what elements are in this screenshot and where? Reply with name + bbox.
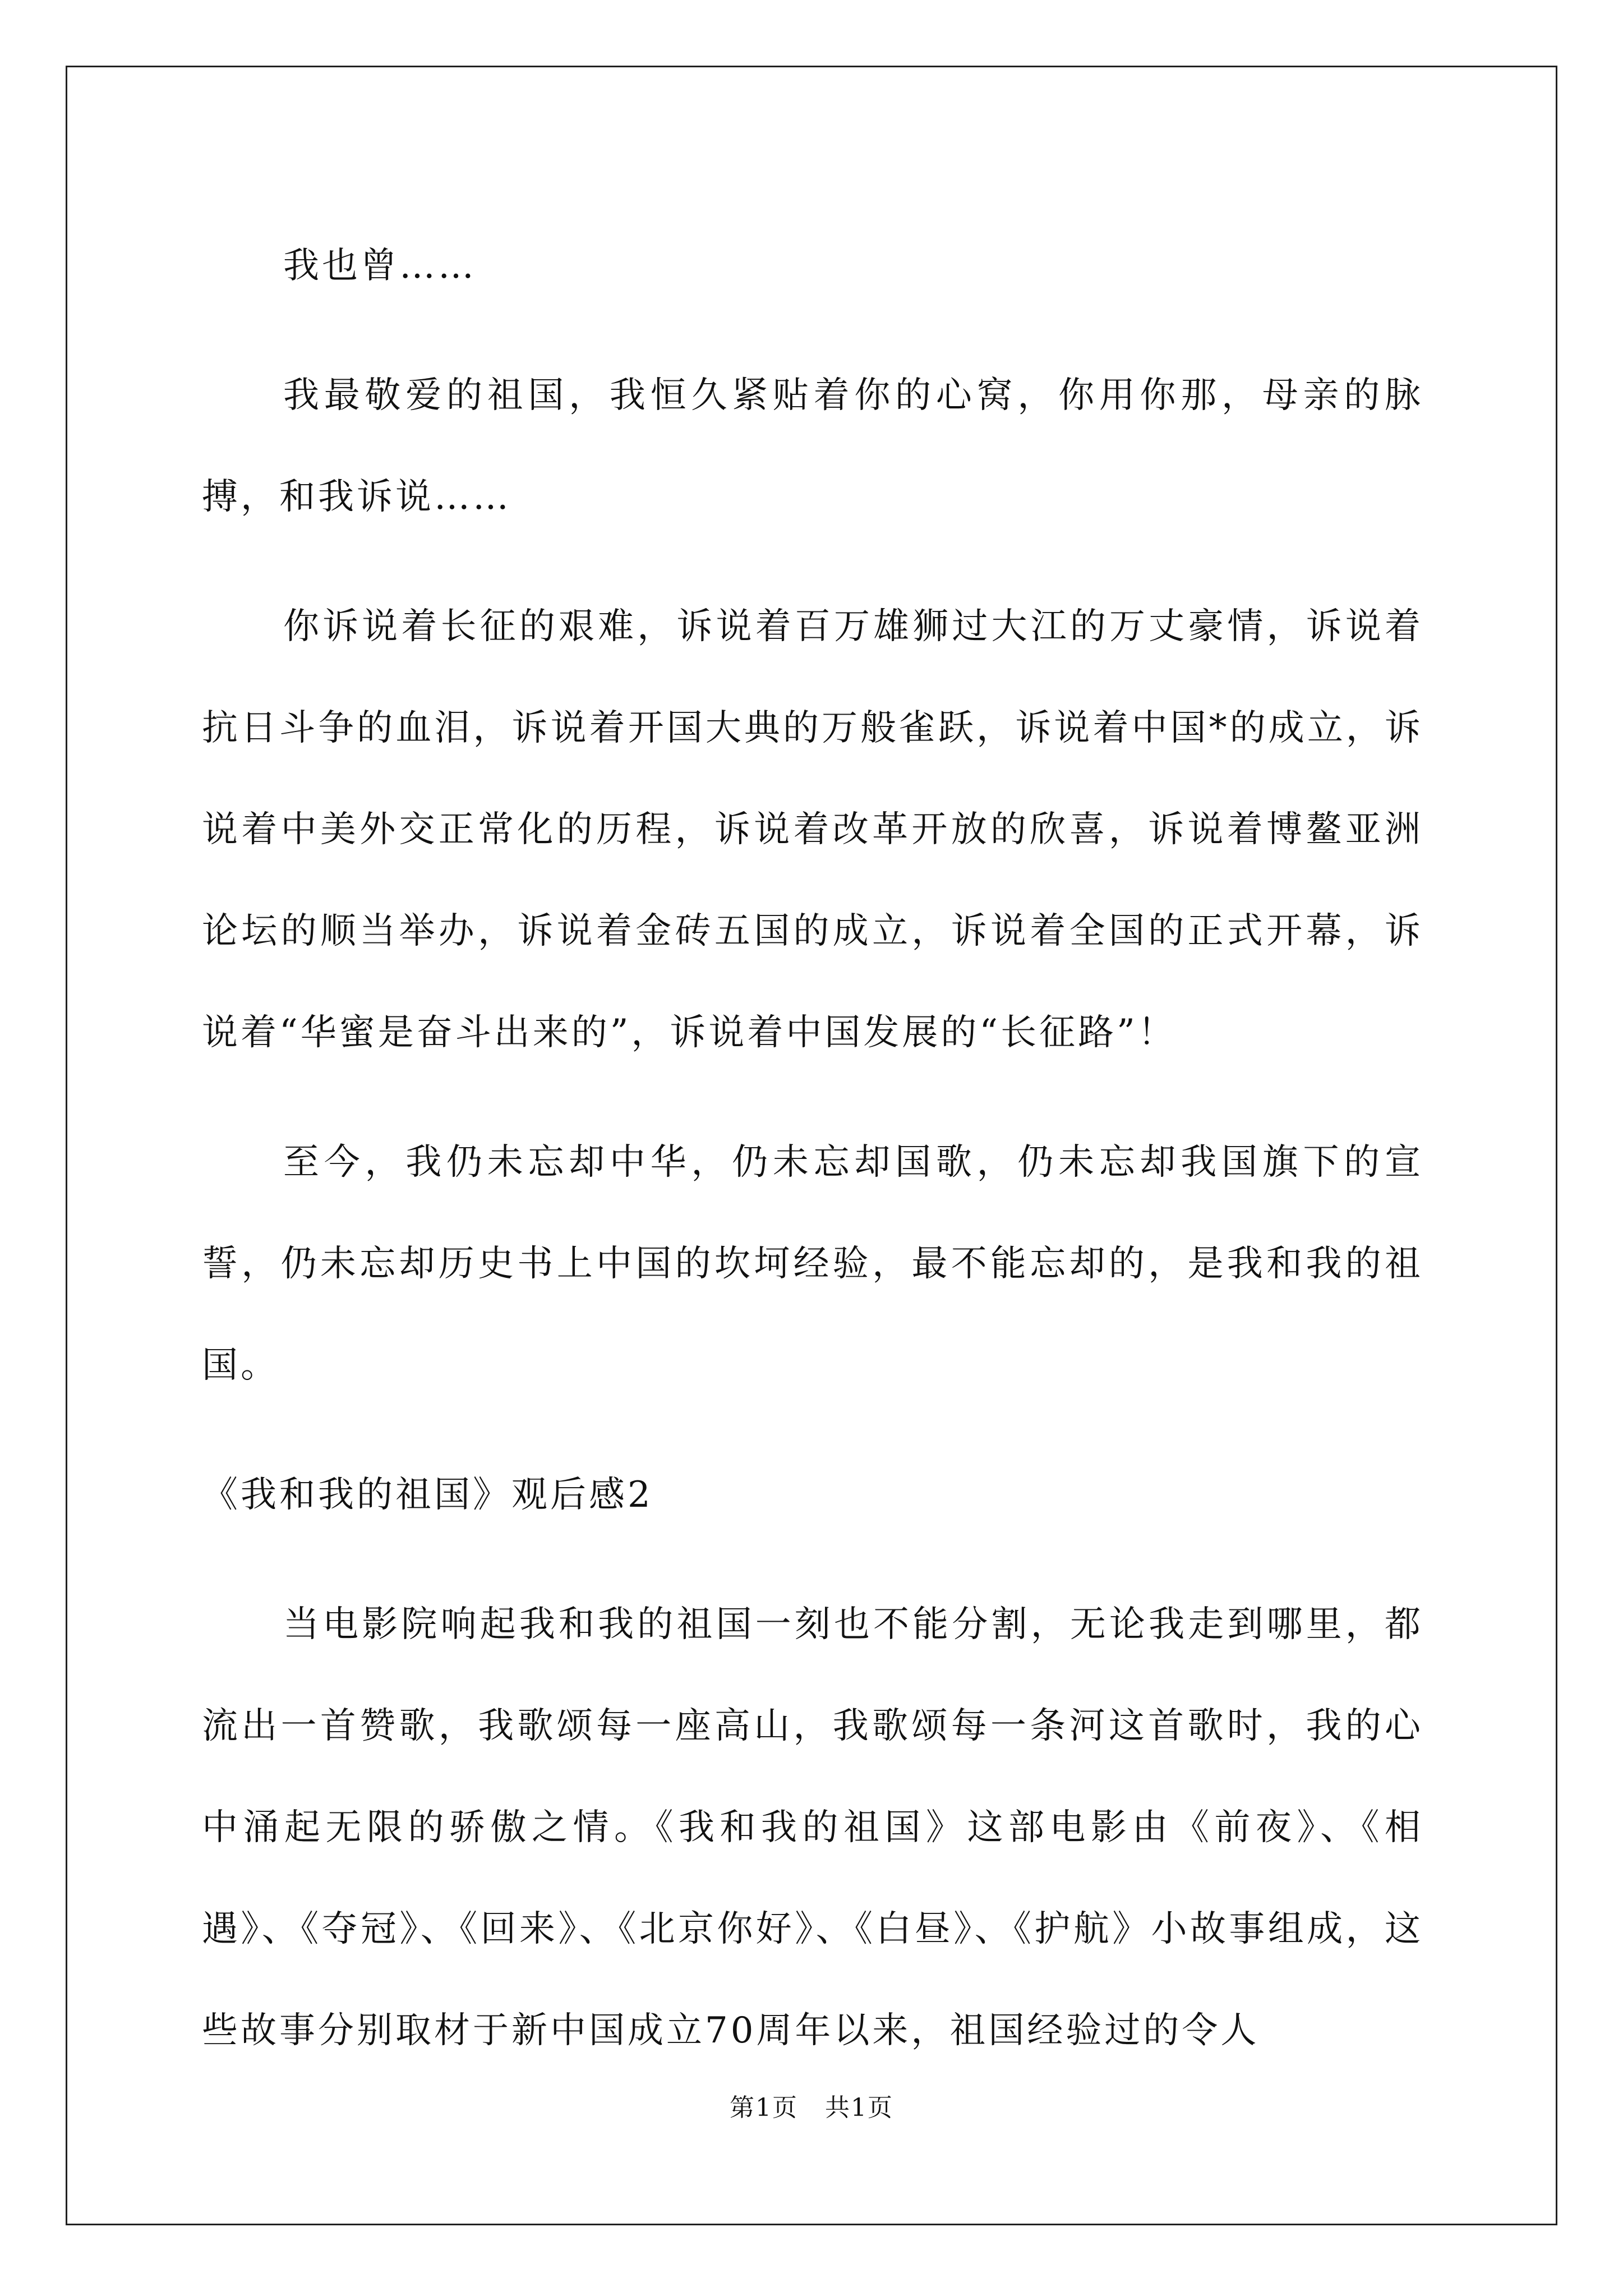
page-number: 第1页	[730, 2093, 798, 2122]
paragraph: 当电影院响起我和我的祖国一刻也不能分割，无论我走到哪里，都流出一首赞歌，我歌颂每一座高山，我歌颂每一条河这首歌时，我的心中涌起无限的骄傲之情。《我和我的祖国》这部电影由《前夜》、《相遇》、《夺冠》、《回来》、《北京你好》、《白昼》、《护航》小故事组成，这些故事分别取材于新中国成立70周年以来，祖国经验过的令人	[202, 1604, 1423, 2051]
document-body	[202, 215, 1423, 2110]
page-total: 共1页	[825, 2093, 893, 2122]
paragraph: 至今，我仍未忘却中华，仍未忘却国歌，仍未忘却我国旗下的宣誓，仍未忘却历史书上中国的坎坷经验，最不能忘却的，是我和我的祖国。	[202, 1142, 1423, 1386]
paragraph: 你诉说着长征的艰难，诉说着百万雄狮过大江的万丈豪情，诉说着抗日斗争的血泪，诉说着开国大典的万般雀跃，诉说着中国*的成立，诉说着中美外交正常化的历程，诉说着改革开放的欣喜，诉说着博鳌亚洲论坛的顺当举办，诉说着金砖五国的成立，诉说着全国的正式开幕，诉说着“华蜜是奋斗出来的”，诉说着中国发展的“长征路”！	[202, 606, 1423, 1053]
section-heading: 《我和我的祖国》观后感2	[202, 1474, 653, 1516]
paragraph: 我也曾……	[283, 245, 477, 287]
paragraph: 我最敬爱的祖国，我恒久紧贴着你的心窝，你用你那，母亲的脉搏，和我诉说……	[202, 375, 1423, 518]
page-footer	[0, 2091, 1623, 2125]
